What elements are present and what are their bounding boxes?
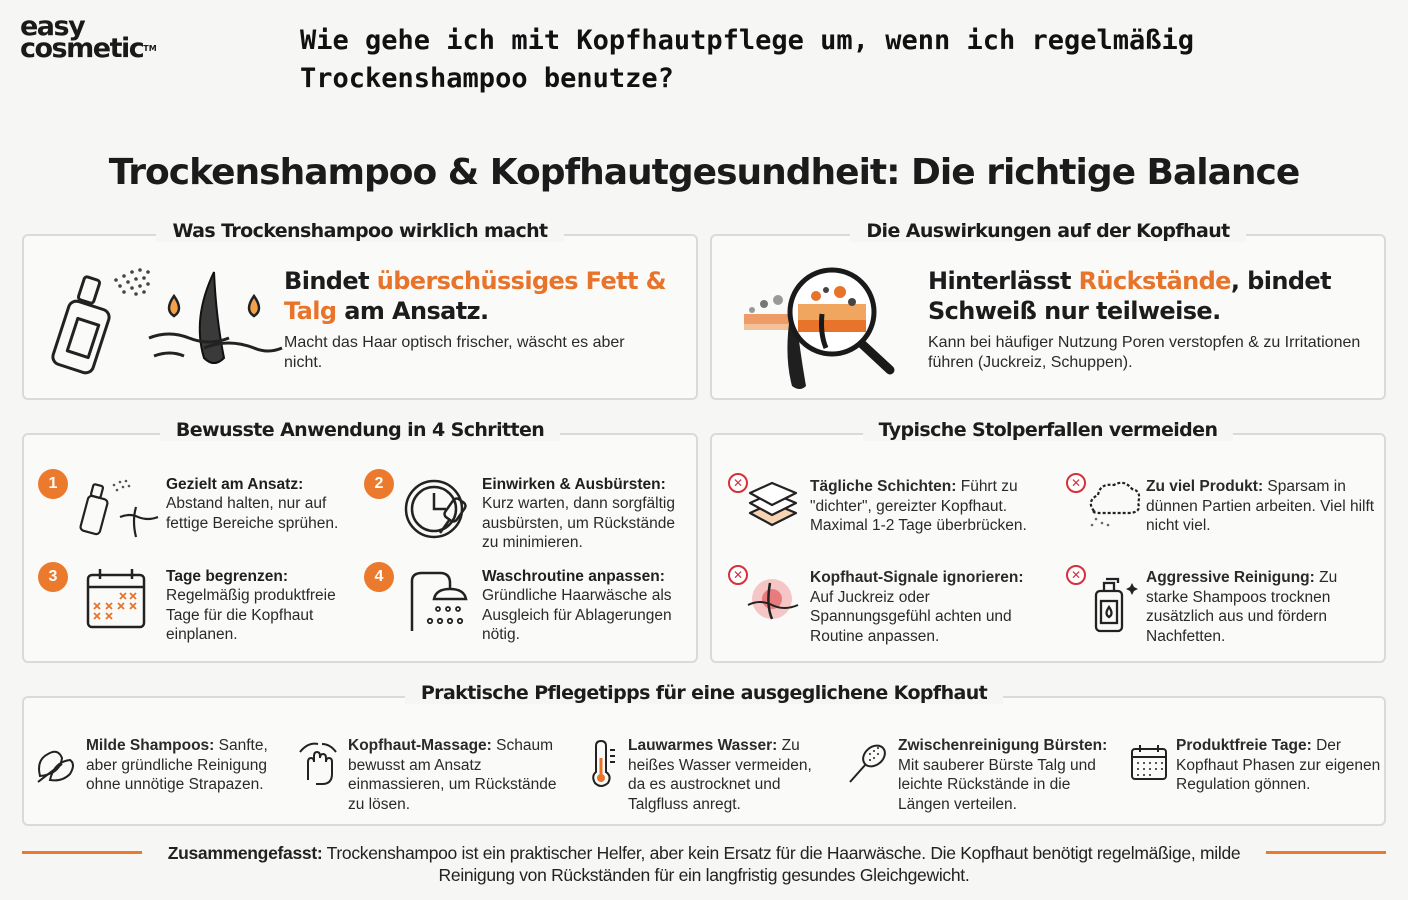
- pitfall-title: Kopfhaut-Signale ignorieren:: [810, 569, 1024, 586]
- shower-icon: [406, 571, 470, 633]
- pitfall-3: [810, 568, 1050, 646]
- panel2-headline: [928, 266, 1368, 326]
- step-title: Waschroutine anpassen:: [482, 568, 665, 585]
- step-number-badge: 3: [38, 562, 68, 592]
- warning-x-icon: ✕: [1066, 473, 1086, 493]
- pitfall-2: [1146, 477, 1376, 536]
- pitfall-text: Zu starke Shampoos trocknen zusätzlich aus und fördern Nachfetten.: [1146, 569, 1338, 645]
- step-text: Gründliche Haarwäsche als Ausgleich für Ablagerungen nötig.: [482, 587, 672, 643]
- step-text: Regelmäßig produktfreie Tage für die Kopfhaut einplanen.: [166, 587, 336, 643]
- panel-title: Was Trockenshampoo wirklich macht: [156, 220, 563, 242]
- divider-left: [22, 851, 142, 854]
- pitfall-4: [1146, 568, 1376, 646]
- tip-2: [348, 736, 568, 814]
- headline-part-2: am Ansatz.: [336, 297, 489, 325]
- warning-x-icon: ✕: [1066, 565, 1086, 585]
- step-title: Tage begrenzen:: [166, 568, 289, 585]
- headline-part-2: , bindet: [1230, 267, 1331, 295]
- spray-root-icon: [80, 477, 160, 539]
- step-4: [482, 567, 692, 645]
- pitfall-text: Führt zu "dichter", gereizter Kopfhaut. Maximal 1-2 Tage überbrücken.: [810, 478, 1027, 534]
- calendar-icon: [86, 569, 148, 631]
- step-title: Gezielt am Ansatz:: [166, 476, 304, 493]
- logo-line-1: easy: [20, 11, 85, 42]
- pitfall-title: Tägliche Schichten:: [810, 478, 957, 495]
- warning-x-icon: ✕: [728, 565, 748, 585]
- panel-title: Die Auswirkungen auf der Kopfhaut: [850, 220, 1245, 242]
- warning-x-icon: ✕: [728, 473, 748, 493]
- pitfall-1: [810, 477, 1050, 536]
- pitfall-title: Zu viel Produkt:: [1146, 478, 1264, 495]
- panel1-headline: [284, 266, 684, 326]
- step-1: [166, 475, 356, 533]
- step-number-badge: 4: [364, 562, 394, 592]
- step-title: Einwirken & Ausbürsten:: [482, 476, 666, 493]
- tip-title: Zwischenreinigung Bürsten:: [898, 737, 1108, 754]
- logo-tm: TM: [143, 44, 157, 53]
- panel-what-it-does: [22, 220, 698, 400]
- panel1-text: Macht das Haar optisch frischer, wäscht es aber nicht.: [284, 334, 625, 371]
- panel-tips: [22, 682, 1386, 826]
- summary-label: Zusammengefasst:: [167, 843, 323, 863]
- panel2-text: Kann bei häufiger Nutzung Poren verstopfen & zu Irritationen führen (Juckreiz, Schuppen).: [928, 334, 1361, 371]
- thermometer-icon: [588, 740, 618, 788]
- headline-highlight-2: Talg: [284, 297, 337, 325]
- tip-4: [898, 736, 1118, 814]
- panel-title: Typische Stolperfallen vermeiden: [863, 419, 1234, 441]
- tip-3: [628, 736, 828, 814]
- logo-word: cosmetic: [20, 33, 144, 64]
- hand-massage-icon: [296, 740, 340, 784]
- magnifier-scalp-icon: [742, 264, 912, 374]
- step-number-badge: 2: [364, 469, 394, 499]
- headline-highlight: überschüssiges Fett &: [376, 267, 666, 295]
- tip-text: Mit sauberer Bürste Talg und leichte Rückstände in die Längen verteilen.: [898, 756, 1096, 813]
- step-text: Kurz warten, dann sorgfältig ausbürsten, um Rückstände zu minimieren.: [482, 495, 675, 551]
- pitfall-text: Auf Juckreiz oder Spannungsgefühl achten und Routine anpassen.: [810, 588, 1012, 645]
- tip-title: Kopfhaut-Massage:: [348, 737, 492, 754]
- spray-hair-icon: [54, 266, 284, 376]
- headline-part: Hinterlässt: [928, 267, 1079, 295]
- tip-text: Zu heißes Wasser vermeiden, da es austrocknet und Talgfluss anregt.: [628, 737, 812, 813]
- step-number-badge: 1: [38, 469, 68, 499]
- pitfall-title: Aggressive Reinigung:: [1146, 569, 1315, 586]
- tip-title: Milde Shampoos:: [86, 737, 215, 754]
- divider-right: [1266, 851, 1386, 854]
- headline-part: Bindet: [284, 267, 377, 295]
- question-heading: Wie gehe ich mit Kopfhautpflege um, wenn ich regelmäßig Trockenshampoo benutze?: [300, 25, 1195, 94]
- tip-title: Lauwarmes Wasser:: [628, 737, 778, 754]
- panel-title: Praktische Pflegetipps für eine ausgeglichene Kopfhaut: [405, 682, 1003, 704]
- headline-highlight: Rückstände: [1078, 267, 1231, 295]
- irritated-scalp-icon: [746, 575, 800, 625]
- summary-text: Trockenshampoo ist ein praktischer Helfer, aber kein Ersatz für die Haarwäsche. Die Kopfhaut benötigt regelmäßige, milde Reinigung von Rückständen für ein langfristig gesundes Gleichgewicht.: [322, 843, 1241, 885]
- step-3: [166, 567, 366, 645]
- clock-brush-icon: [404, 475, 474, 545]
- tip-1: [86, 736, 286, 795]
- headline-part-3: Schweiß nur teilweise.: [928, 297, 1221, 325]
- tip-text: Schaum bewusst am Ansatz einmassieren, um Rückstände zu lösen.: [348, 737, 557, 813]
- main-title: Trockenshampoo & Kopfhautgesundheit: Die richtige Balance: [108, 152, 1300, 193]
- pitfall-text: Sparsam in dünnen Partien arbeiten. Viel hilft nicht viel.: [1146, 478, 1375, 534]
- tip-5: [1176, 736, 1382, 795]
- step-2: [482, 475, 692, 553]
- panel-title: Bewusste Anwendung in 4 Schritten: [160, 419, 560, 441]
- shampoo-bottle-icon: [1090, 573, 1138, 633]
- logo-line-2: [20, 33, 190, 64]
- summary: [150, 842, 1258, 886]
- panel-steps: [22, 419, 698, 663]
- cloud-icon: [1084, 481, 1140, 527]
- leaf-icon: [34, 746, 78, 786]
- brush-icon: [846, 742, 890, 786]
- panel-scalp-effects: [710, 220, 1386, 400]
- tip-text: Sanfte, aber gründliche Reinigung ohne unnötige Strapazen.: [86, 737, 268, 793]
- brand-logo: [20, 11, 190, 66]
- layers-icon: [746, 483, 800, 529]
- tip-title: Produktfreie Tage:: [1176, 737, 1312, 754]
- calendar-dots-icon: [1130, 744, 1168, 782]
- step-text: Abstand halten, nur auf fettige Bereiche sprühen.: [166, 495, 339, 532]
- panel-pitfalls: [710, 419, 1386, 663]
- tip-text: Der Kopfhaut Phasen zur eigenen Regulation gönnen.: [1176, 737, 1381, 793]
